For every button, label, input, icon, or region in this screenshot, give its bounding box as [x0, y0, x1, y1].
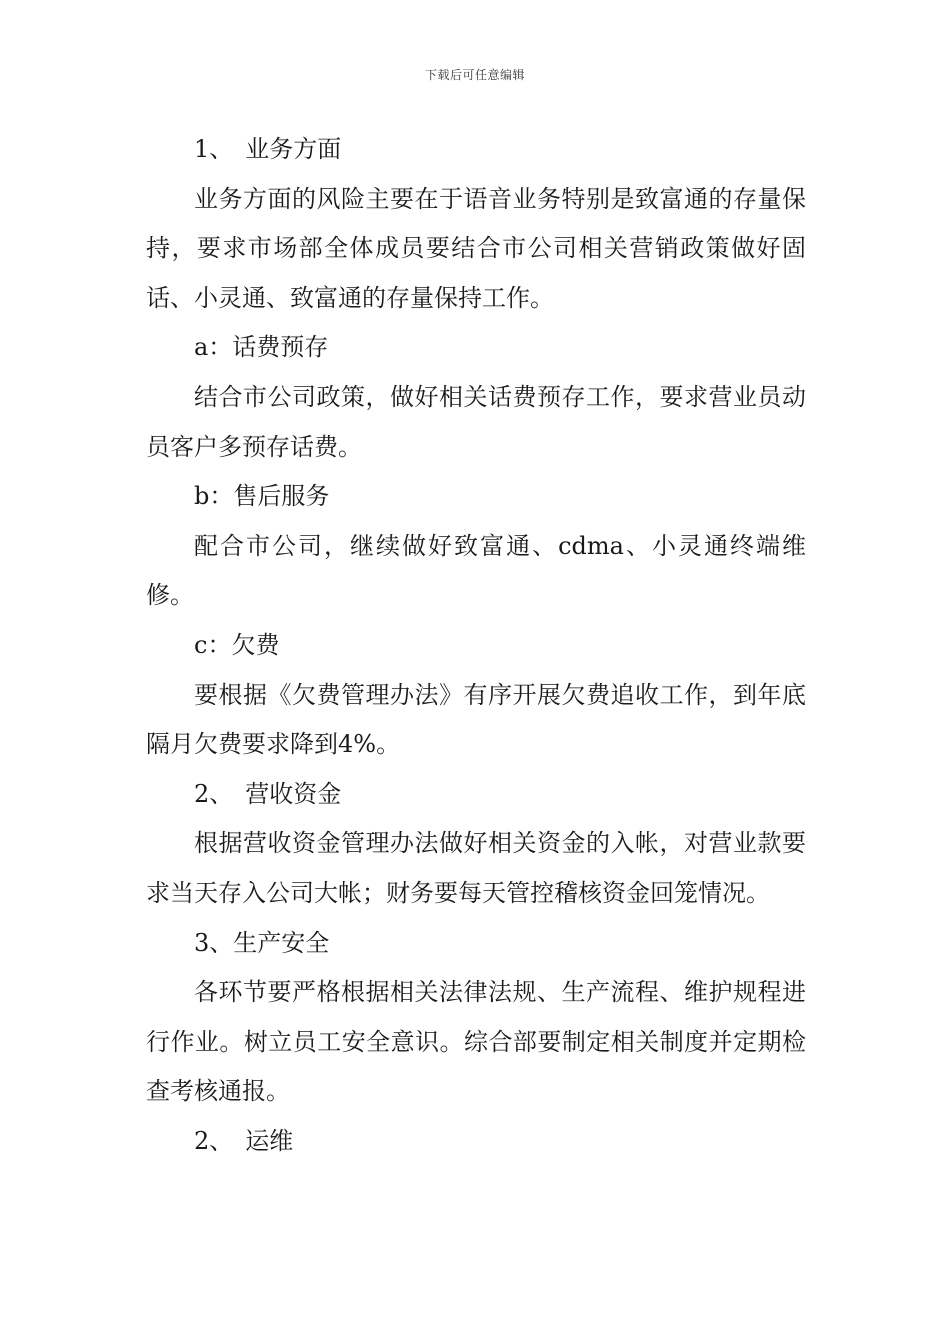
body-paragraph: 结合市公司政策，做好相关话费预存工作，要求营业员动员客户多预存话费。	[146, 382, 806, 461]
section-heading-revenue: 2、 营收资金	[194, 779, 342, 808]
body-paragraph: 各环节要严格根据相关法律法规、生产流程、维护规程进行作业。树立员工安全意识。综合部要制定相关制度并定期检查考核通报。	[146, 978, 806, 1106]
section-heading-operations: 2、 运维	[194, 1126, 294, 1155]
subheading-after-sales: b：售后服务	[194, 482, 330, 511]
subheading-arrears: c：欠费	[194, 630, 280, 659]
body-paragraph: 业务方面的风险主要在于语音业务特别是致富通的存量保持，要求市场部全体成员要结合市公司相关营销政策做好固话、小灵通、致富通的存量保持工作。	[146, 184, 806, 312]
document-body	[146, 125, 806, 1166]
subheading-prepaid: a：话费预存	[194, 333, 329, 362]
section-heading-business: 1、 业务方面	[194, 135, 342, 163]
page-header-note: 下载后可任意编辑	[424, 68, 525, 82]
section-heading-safety: 3、生产安全	[194, 928, 330, 957]
body-paragraph: 要根据《欠费管理办法》有序开展欠费追收工作，到年底隔月欠费要求降到4%。	[146, 680, 806, 759]
body-paragraph: 配合市公司，继续做好致富通、cdma、小灵通终端维修。	[146, 531, 806, 610]
body-paragraph: 根据营收资金管理办法做好相关资金的入帐，对营业款要求当天存入公司大帐；财务要每天管控稽核资金回笼情况。	[146, 829, 806, 907]
